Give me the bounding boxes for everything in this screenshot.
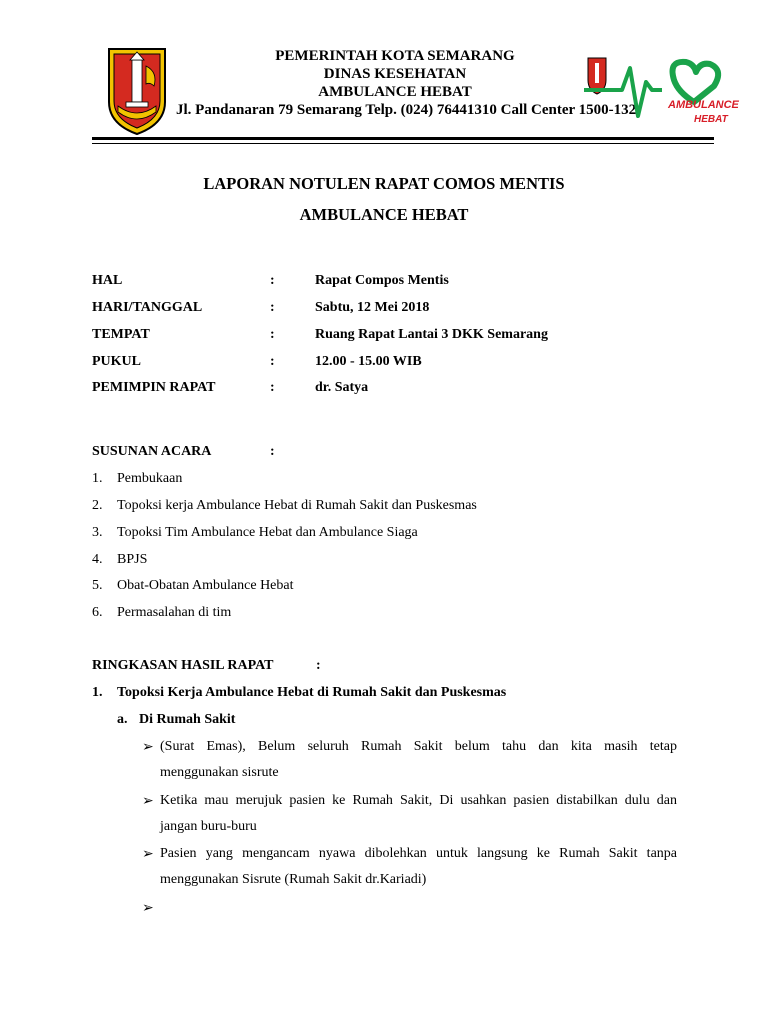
list-item-number: 6. bbox=[92, 605, 103, 620]
list-item-number: 3. bbox=[92, 525, 103, 540]
bullet-line: menggunakan Sisrute (Rumah Sakit dr.Kariadi) bbox=[160, 872, 427, 887]
info-value-date: Sabtu, 12 Mei 2018 bbox=[315, 300, 430, 315]
info-colon: : bbox=[270, 273, 275, 288]
bullet-line: Ketika mau merujuk pasien ke Rumah Sakit, Di usahkan pasien distabilkan dulu dan bbox=[160, 793, 677, 808]
bullet-line: Pasien yang mengancam nyawa dibolehkan untuk langsung ke Rumah Sakit tanpa bbox=[160, 846, 677, 861]
bullet-line: menggunakan sisrute bbox=[160, 765, 279, 780]
info-label-time: PUKUL bbox=[92, 354, 141, 369]
list-item: Topoksi Tim Ambulance Hebat dan Ambulance Siaga bbox=[117, 525, 418, 540]
info-value-time: 12.00 - 15.00 WIB bbox=[315, 354, 422, 369]
ambulance-hebat-logo bbox=[582, 46, 739, 130]
arrow-bullet-icon: ➢ bbox=[142, 740, 154, 755]
info-label-hal: HAL bbox=[92, 273, 123, 288]
letterhead-line-1: PEMERINTAH KOTA SEMARANG bbox=[275, 48, 515, 64]
info-label-date: HARI/TANGGAL bbox=[92, 300, 203, 315]
agenda-heading: SUSUNAN ACARA bbox=[92, 444, 212, 459]
report-title-line-2: AMBULANCE HEBAT bbox=[299, 205, 469, 224]
info-colon: : bbox=[270, 300, 275, 315]
list-item-number: 5. bbox=[92, 578, 103, 593]
logo-right-text-1: AMBULANCE bbox=[668, 99, 739, 111]
info-colon: : bbox=[270, 354, 275, 369]
info-colon: : bbox=[270, 380, 275, 395]
letterhead-line-2: DINAS KESEHATAN bbox=[323, 66, 467, 82]
info-colon: : bbox=[270, 327, 275, 342]
summary-heading: RINGKASAN HASIL RAPAT bbox=[92, 658, 274, 673]
list-item: Obat-Obatan Ambulance Hebat bbox=[117, 578, 294, 593]
arrow-bullet-icon: ➢ bbox=[142, 847, 154, 862]
list-item-number: 2. bbox=[92, 498, 103, 513]
arrow-bullet-icon: ➢ bbox=[142, 794, 154, 809]
agenda-colon: : bbox=[270, 444, 275, 459]
bullet-line: jangan buru-buru bbox=[160, 819, 257, 834]
list-item: BPJS bbox=[117, 552, 148, 567]
logo-right-text-2: HEBAT bbox=[694, 114, 728, 125]
summary-colon: : bbox=[316, 658, 321, 673]
info-value-place: Ruang Rapat Lantai 3 DKK Semarang bbox=[315, 327, 548, 342]
sub-item-title: Di Rumah Sakit bbox=[139, 712, 236, 727]
info-label-leader: PEMIMPIN RAPAT bbox=[92, 380, 216, 395]
list-item: Permasalahan di tim bbox=[117, 605, 232, 620]
arrow-bullet-icon: ➢ bbox=[142, 901, 154, 916]
info-value-hal: Rapat Compos Mentis bbox=[315, 273, 449, 288]
list-item: Topoksi kerja Ambulance Hebat di Rumah Sakit dan Puskesmas bbox=[117, 498, 477, 513]
summary-item-number: 1. bbox=[92, 685, 103, 700]
letterhead-divider-thin bbox=[92, 143, 714, 144]
sub-item-letter: a. bbox=[117, 712, 128, 727]
letterhead-divider-thick bbox=[92, 137, 714, 140]
list-item-number: 1. bbox=[92, 471, 103, 486]
summary-item-title: Topoksi Kerja Ambulance Hebat di Rumah Sakit dan Puskesmas bbox=[117, 685, 507, 700]
info-label-place: TEMPAT bbox=[92, 327, 150, 342]
list-item-number: 4. bbox=[92, 552, 103, 567]
report-title-line-1: LAPORAN NOTULEN RAPAT COMOS MENTIS bbox=[203, 174, 565, 193]
list-item: Pembukaan bbox=[117, 471, 183, 486]
bullet-line: (Surat Emas), Belum seluruh Rumah Sakit belum tahu dan kita masih tetap bbox=[160, 739, 677, 754]
info-value-leader: dr. Satya bbox=[315, 380, 369, 395]
letterhead-address: Jl. Pandanaran 79 Semarang Telp. (024) 76441310 Call Center 1500-132 bbox=[176, 102, 637, 118]
letterhead-line-3: AMBULANCE HEBAT bbox=[318, 84, 472, 100]
